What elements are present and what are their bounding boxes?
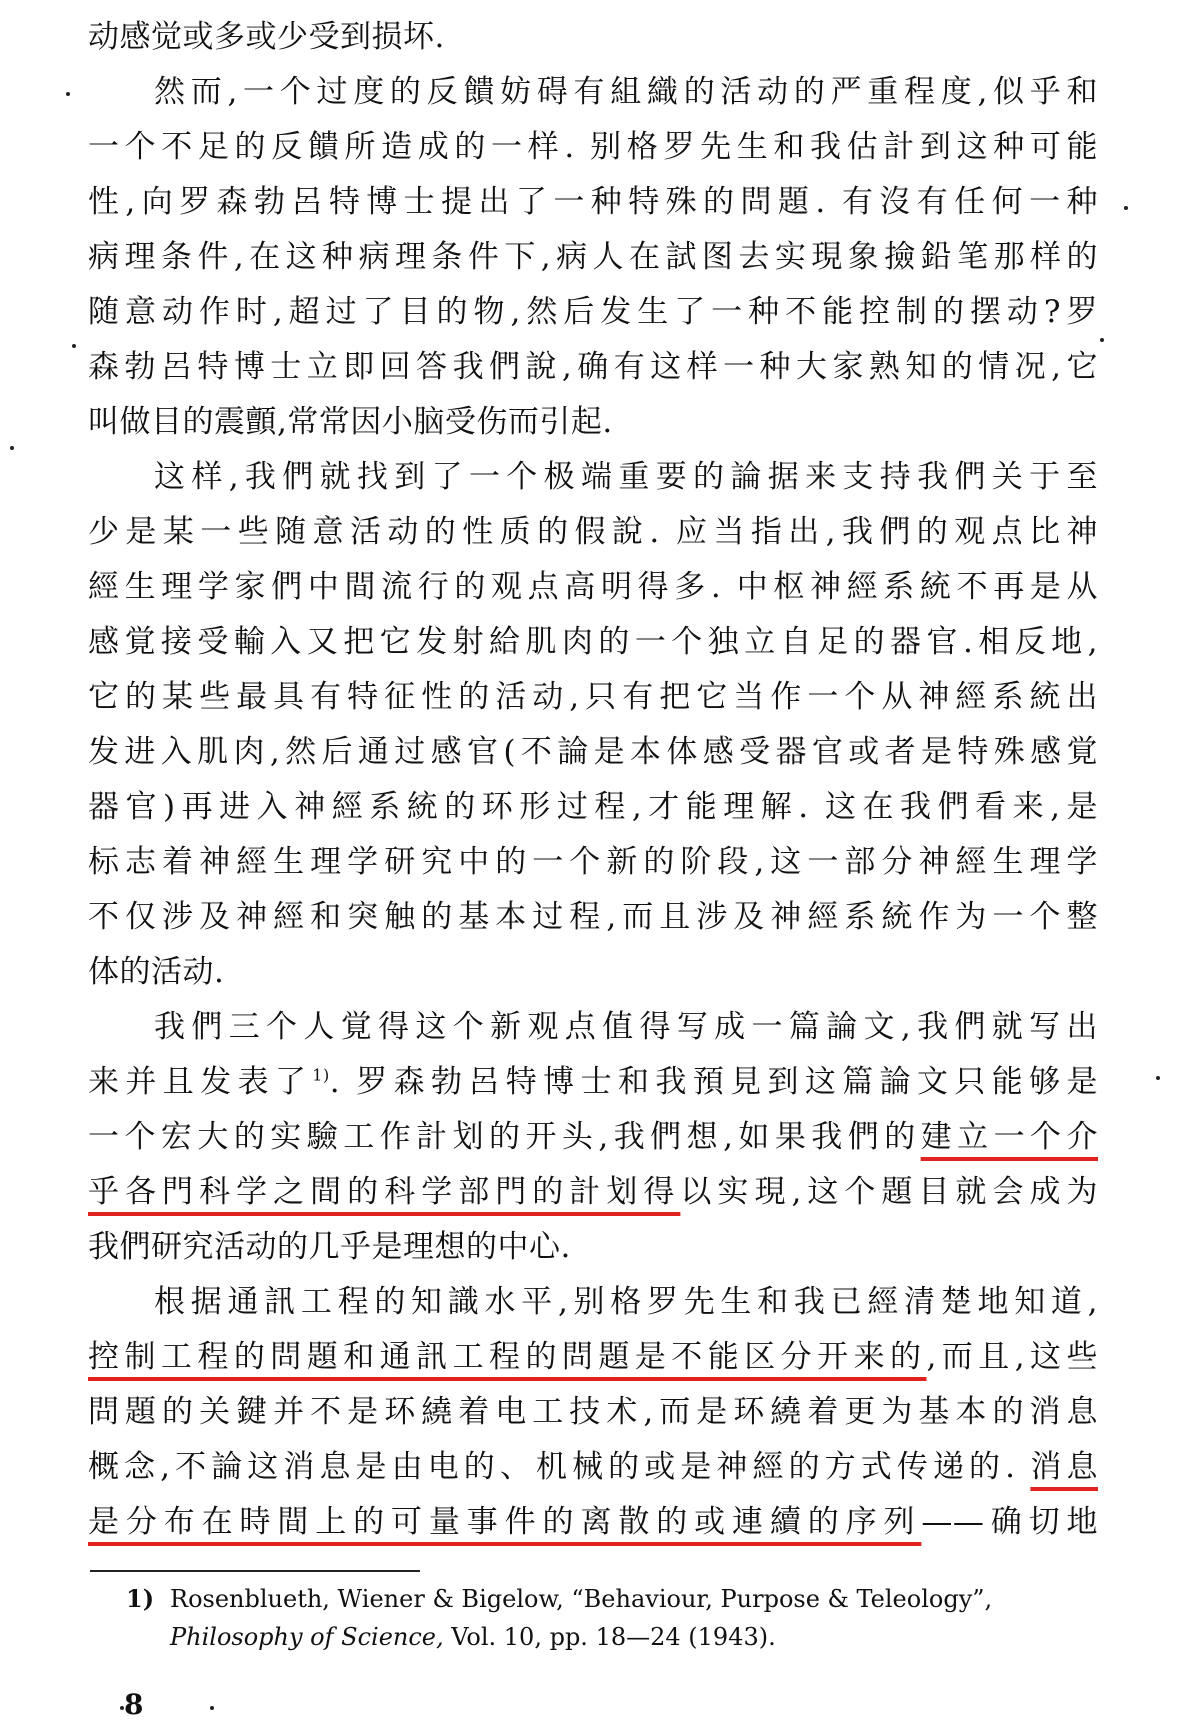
text-line: 体的活动. <box>88 954 225 990</box>
footnote-line <box>126 1618 1106 1656</box>
underlined-text: 是分布在時間上的可量事件的离散的或連續的序列 <box>88 1504 922 1540</box>
scan-speck <box>72 344 76 348</box>
paragraph-2 <box>88 450 1098 1000</box>
text-line <box>88 1055 1098 1110</box>
text-segment: . 罗森勃呂特博士和我預見到这篇論文只能够是 <box>329 1064 1098 1100</box>
text-line: 叫做目的震顫,常常因小脑受伤而引起. <box>88 404 613 440</box>
footnote-journal: Philosophy of Science, <box>170 1623 444 1651</box>
underlined-text: 控制工程的問題和通訊工程的問題是不能区分开来的 <box>88 1339 927 1375</box>
text-segment: 以实現,这个題目就会成为 <box>680 1174 1099 1210</box>
text-line: 問題的关鍵并不是环繞着电工技术,而是环繞着更为基本的消息 <box>88 1394 1098 1430</box>
footnote-line <box>126 1580 1106 1618</box>
paragraph-0 <box>88 10 1098 65</box>
paragraph-1 <box>88 65 1098 450</box>
text-line: 經生理学家們中間流行的观点高明得多. 中枢神經系統不再是从 <box>88 569 1098 605</box>
scan-speck <box>120 1706 124 1710</box>
text-line: 然而,一个过度的反饋妨碍有組織的活动的严重程度,似乎和 <box>154 74 1098 110</box>
underlined-text: 建立一个介 <box>920 1119 1098 1155</box>
text-segment: ,而且,这些 <box>926 1339 1098 1375</box>
text-line: 不仅涉及神經和突触的基本过程,而且涉及神經系統作为一个整 <box>88 899 1098 935</box>
text-line <box>88 1165 1098 1220</box>
text-line: 我們三个人覚得这个新观点值得写成一篇論文,我們就写出 <box>154 1009 1098 1045</box>
text-line: 动感觉或多或少受到损坏. <box>88 19 445 55</box>
scan-speck <box>210 1706 214 1710</box>
scan-speck <box>10 446 14 450</box>
footnote-number: 1) <box>126 1584 155 1613</box>
scan-speck <box>66 92 70 96</box>
text-line: 性,向罗森勃呂特博士提出了一种特殊的問題. 有沒有任何一种 <box>88 184 1098 220</box>
text-line: 一个不足的反饋所造成的一样. 别格罗先生和我估計到这种可能 <box>88 129 1098 165</box>
text-line: 少是某一些随意活动的性质的假說. 应当指出,我們的观点比神 <box>88 514 1098 550</box>
text-segment: 概念,不論这消息是由电的、机械的或是神經的方式传递的. <box>88 1449 1031 1485</box>
paragraph-4 <box>88 1275 1098 1550</box>
text-line: 随意动作时,超过了目的物,然后发生了一种不能控制的摆动?罗 <box>88 294 1098 330</box>
scan-speck <box>1100 338 1104 342</box>
footnote-divider <box>90 1570 420 1572</box>
scan-speck <box>1156 1076 1160 1080</box>
text-line <box>88 1495 1098 1550</box>
text-line: 这样,我們就找到了一个极端重要的論据来支持我們关于至 <box>154 459 1098 495</box>
underlined-text: 消息 <box>1030 1449 1099 1485</box>
text-line <box>88 1330 1098 1385</box>
text-line: 病理条件,在这种病理条件下,病人在試图去实現象撿鉛笔那样的 <box>88 239 1098 275</box>
text-line: 感覚接受輸入又把它发射給肌肉的一个独立自足的器官.相反地, <box>88 624 1098 660</box>
scan-speck <box>1124 206 1128 210</box>
text-line: 我們研究活动的几乎是理想的中心. <box>88 1229 571 1265</box>
footnote-citation-authors: Rosenblueth, Wiener & Bigelow, “Behaviour, Purpose & Teleology”, <box>170 1585 993 1613</box>
text-line: 根据通訊工程的知識水平,别格罗先生和我已經清楚地知道, <box>154 1284 1098 1320</box>
text-line <box>88 1440 1098 1495</box>
text-segment: 来并且发表了 <box>88 1064 313 1100</box>
underlined-text: 乎各門科学之間的科学部門的計划得 <box>88 1174 681 1210</box>
text-line <box>88 1110 1098 1165</box>
footnote-ref: 1) <box>312 1065 330 1085</box>
text-line: 它的某些最具有特征性的活动,只有把它当作一个从神經系統出 <box>88 679 1098 715</box>
text-segment: 一个宏大的实驗工作計划的开头,我們想,如果我們的 <box>88 1119 921 1155</box>
text-line: 发进入肌肉,然后通过感官(不論是本体感受器官或者是特殊感覚 <box>88 734 1098 770</box>
text-line: 森勃呂特博士立即回答我們說,确有这样一种大家熟知的情况,它 <box>88 349 1098 385</box>
footnote-citation-volume: Vol. 10, pp. 18—24 (1943). <box>443 1623 776 1651</box>
text-segment: ——确切地 <box>921 1504 1098 1540</box>
text-line: 标志着神經生理学研究中的一个新的阶段,这一部分神經生理学 <box>88 844 1098 880</box>
main-text <box>88 10 1098 1550</box>
text-line: 器官)再进入神經系統的环形过程,才能理解. 这在我們看来,是 <box>88 789 1098 825</box>
footnote <box>126 1580 1106 1656</box>
paragraph-3 <box>88 1000 1098 1275</box>
page-number: 8 <box>124 1688 144 1721</box>
